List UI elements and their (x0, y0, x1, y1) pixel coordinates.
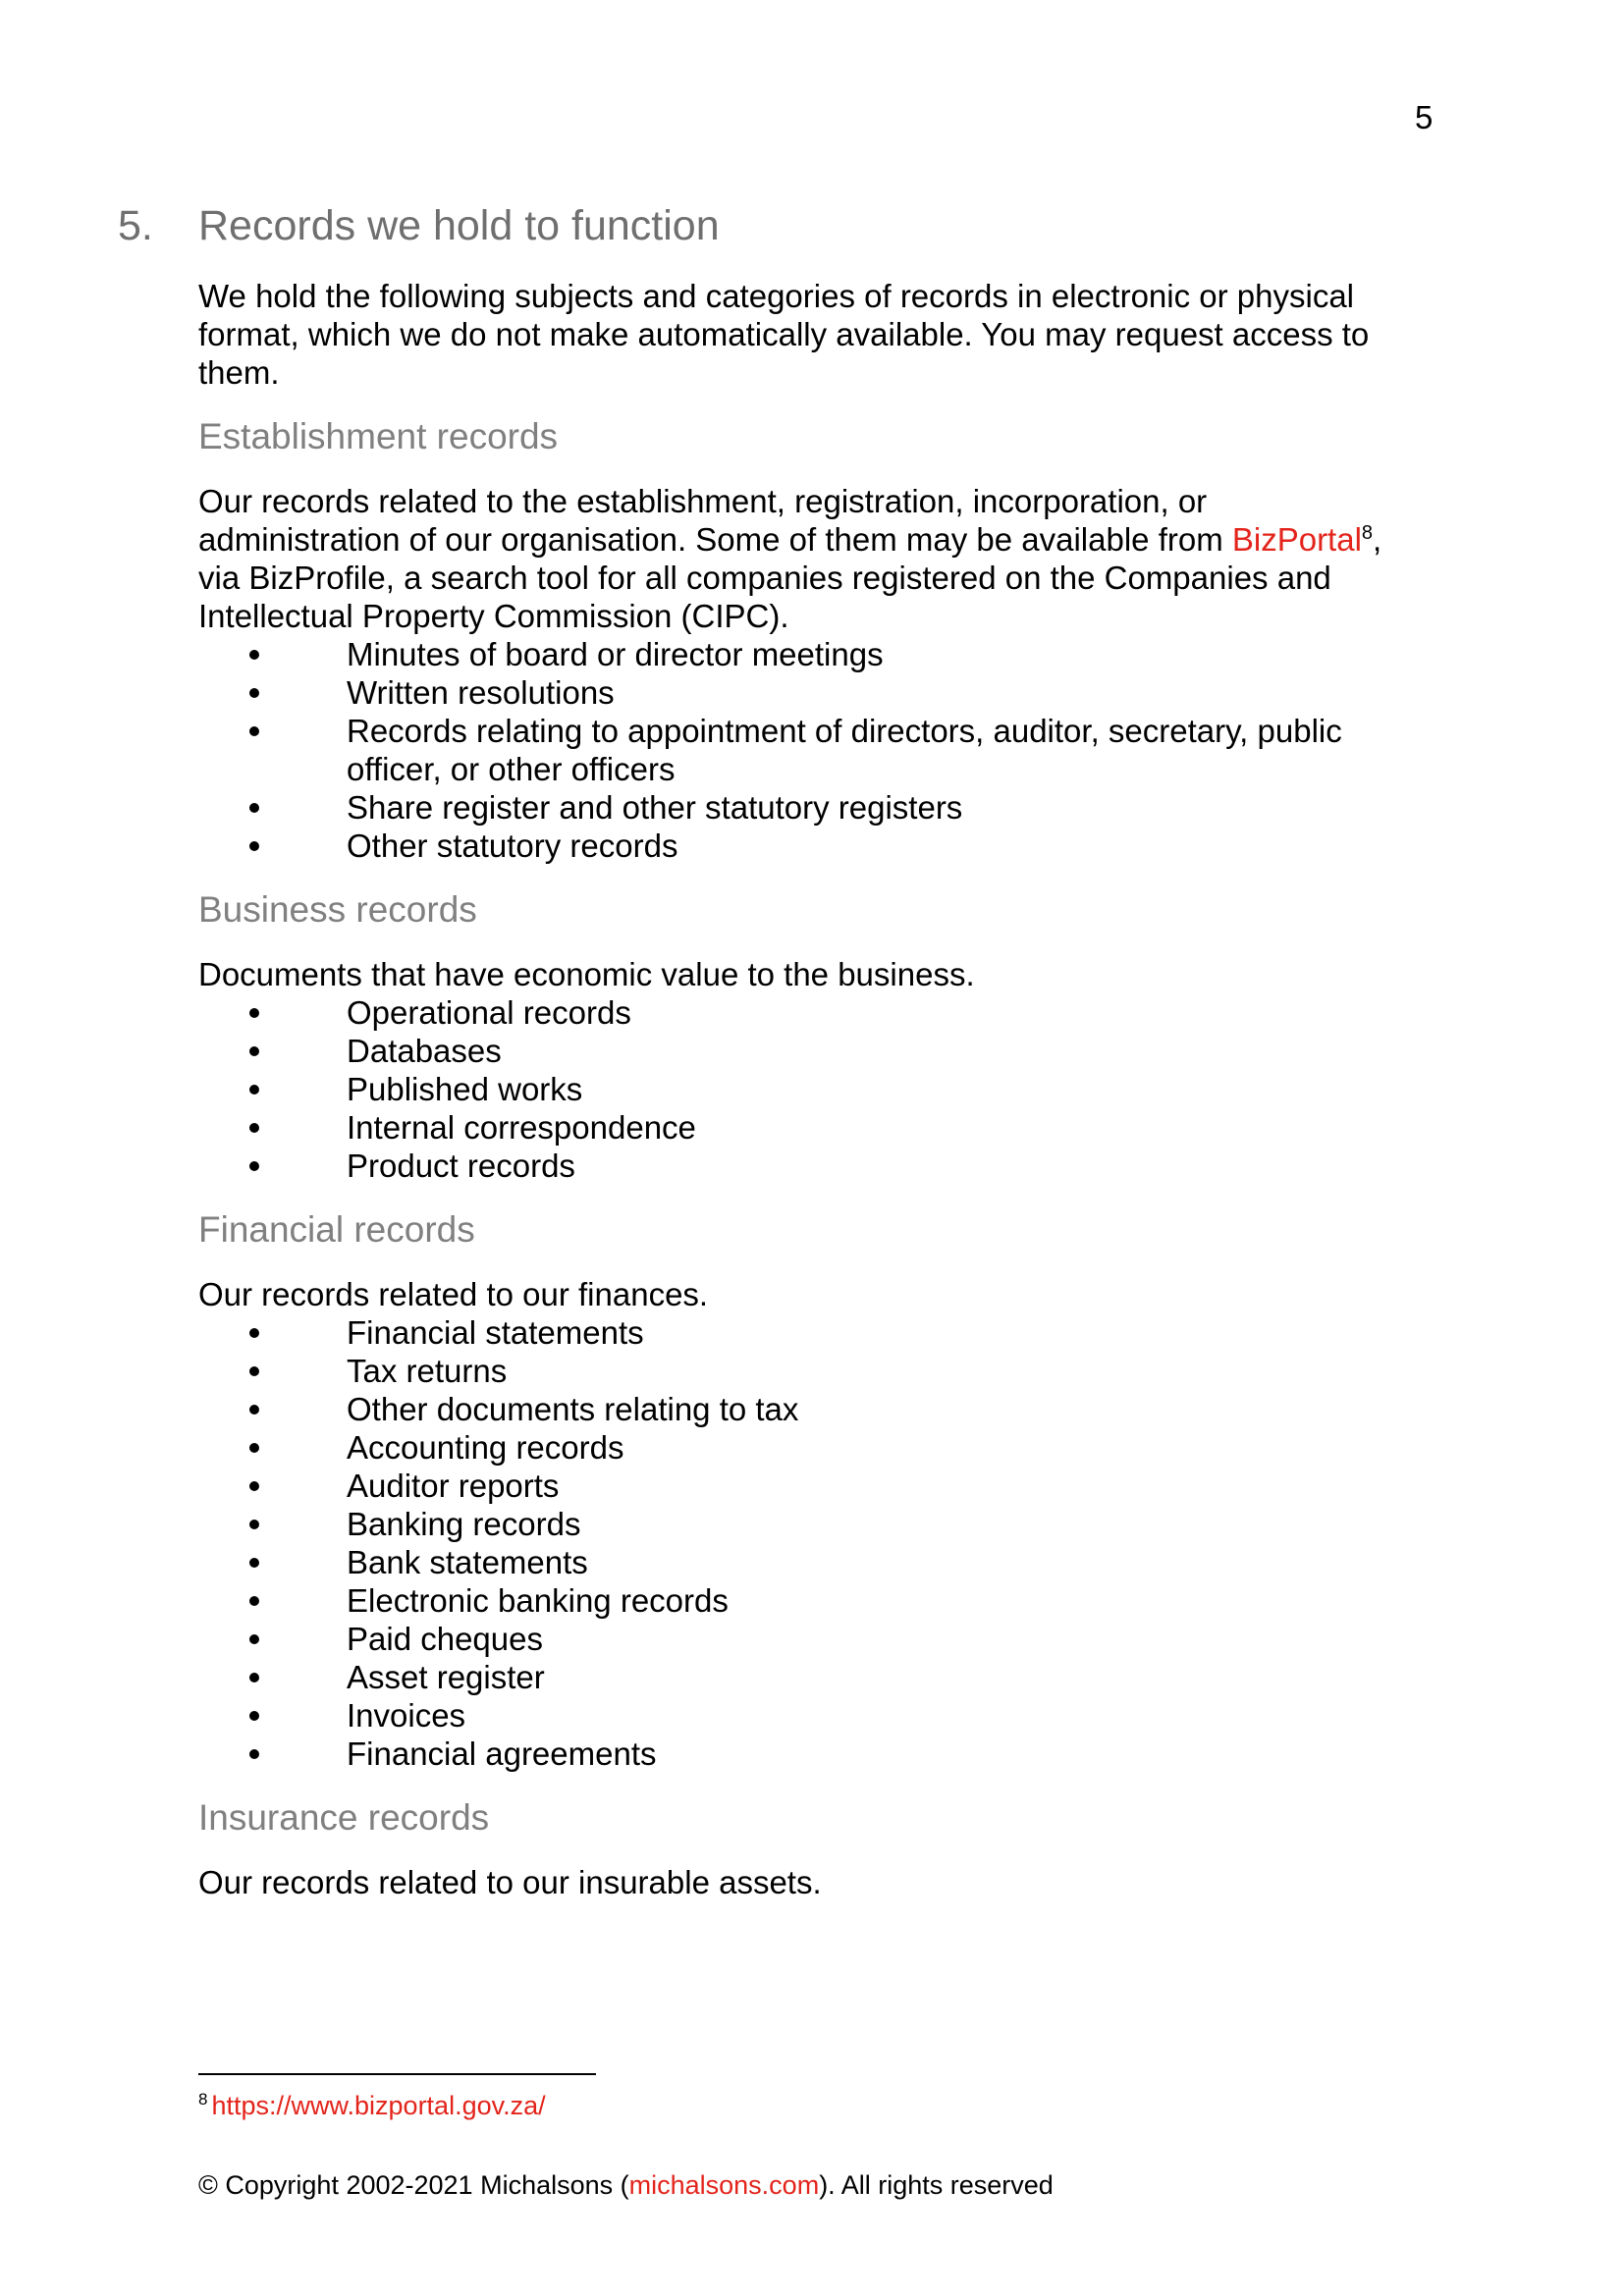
bullet-icon (249, 650, 259, 660)
insurance-description: Our records related to our insurable assets. (198, 1864, 822, 1900)
bullet-icon (249, 841, 259, 851)
copyright-text: © Copyright 2002-2021 Michalsons ( (198, 2170, 629, 2200)
section-intro: We hold the following subjects and categories of records in electronic or physical format, which we do not make automatically available. You may request access to them. (198, 278, 1370, 391)
bullet-icon (249, 1046, 259, 1056)
establishment-text-end: , via BizProfile, a search tool for all companies registered on the Companies and Intellectual Property Commission (CIPC). (198, 521, 1382, 634)
footnote-separator (198, 2073, 596, 2075)
list-item: Operational records (198, 993, 1416, 1032)
michalsons-link[interactable]: michalsons.com (628, 2170, 820, 2200)
copyright-suffix: ). All rights reserved (819, 2170, 1054, 2200)
list-item: Electronic banking records (198, 1581, 1416, 1620)
list-item: Paid cheques (198, 1620, 1416, 1658)
list-item: Published works (198, 1070, 1416, 1108)
bizportal-link[interactable]: BizPortal (1231, 521, 1362, 558)
establishment-text-start: Our records related to the establishment, registration, incorporation, or administration of our organisation. Some of them may be available from (198, 483, 1232, 558)
bullet-icon (249, 1596, 259, 1606)
list-item: Auditor reports (198, 1467, 1416, 1505)
section-heading (118, 200, 720, 251)
list-item: Internal correspondence (198, 1108, 1416, 1147)
bullet-icon (249, 688, 259, 698)
bullet-icon (249, 1443, 259, 1453)
financial-heading: Financial records (198, 1209, 475, 1250)
insurance-heading: Insurance records (198, 1797, 490, 1838)
business-description: Documents that have economic value to the business. (198, 956, 975, 992)
list-item: Financial agreements (198, 1735, 1416, 1773)
list-item: Product records (198, 1147, 1416, 1185)
footnote (198, 2090, 546, 2121)
bullet-icon (249, 1558, 259, 1568)
bullet-icon (249, 1085, 259, 1095)
bullet-icon (249, 1405, 259, 1415)
list-item: Asset register (198, 1658, 1416, 1696)
bullet-icon (249, 1673, 259, 1682)
bullet-icon (249, 1008, 259, 1018)
bullet-icon (249, 726, 259, 736)
list-item: Accounting records (198, 1428, 1416, 1467)
bullet-icon (249, 1161, 259, 1171)
list-item: Banking records (198, 1505, 1416, 1543)
bullet-icon (249, 1366, 259, 1376)
list-item: Financial statements (198, 1313, 1416, 1352)
section-number: 5. (118, 202, 153, 249)
bullet-icon (249, 803, 259, 813)
list-item: Invoices (198, 1696, 1416, 1735)
bullet-icon (249, 1749, 259, 1759)
list-item: Records relating to appointment of directors, auditor, secretary, public officer, or other officers (198, 712, 1416, 788)
business-heading: Business records (198, 889, 477, 930)
copyright-footer (198, 2169, 1054, 2201)
list-item: Tax returns (198, 1352, 1416, 1390)
bullet-icon (249, 1123, 259, 1133)
bullet-icon (249, 1634, 259, 1644)
list-item: Other statutory records (198, 827, 1416, 865)
establishment-description (198, 482, 1416, 635)
list-item: Minutes of board or director meetings (198, 635, 1416, 673)
bullet-icon (249, 1328, 259, 1338)
list-item: Bank statements (198, 1543, 1416, 1581)
bullet-icon (249, 1711, 259, 1721)
footnote-number: 8 (198, 2090, 208, 2109)
page-number: 5 (1415, 99, 1434, 135)
footnote-reference[interactable]: 8 (1361, 522, 1374, 544)
establishment-list (198, 635, 1416, 865)
list-item: Databases (198, 1032, 1416, 1070)
list-item: Written resolutions (198, 673, 1416, 712)
establishment-heading: Establishment records (198, 416, 559, 456)
section-title: Records we hold to function (198, 202, 720, 249)
bullet-icon (249, 1520, 259, 1529)
page-content (198, 277, 1416, 1901)
business-list (198, 993, 1416, 1185)
financial-description: Our records related to our finances. (198, 1276, 709, 1312)
footnote-link[interactable]: https://www.bizportal.gov.za/ (211, 2091, 546, 2120)
list-item: Share register and other statutory registers (198, 788, 1416, 827)
bullet-icon (249, 1481, 259, 1491)
financial-list (198, 1313, 1416, 1773)
list-item: Other documents relating to tax (198, 1390, 1416, 1428)
